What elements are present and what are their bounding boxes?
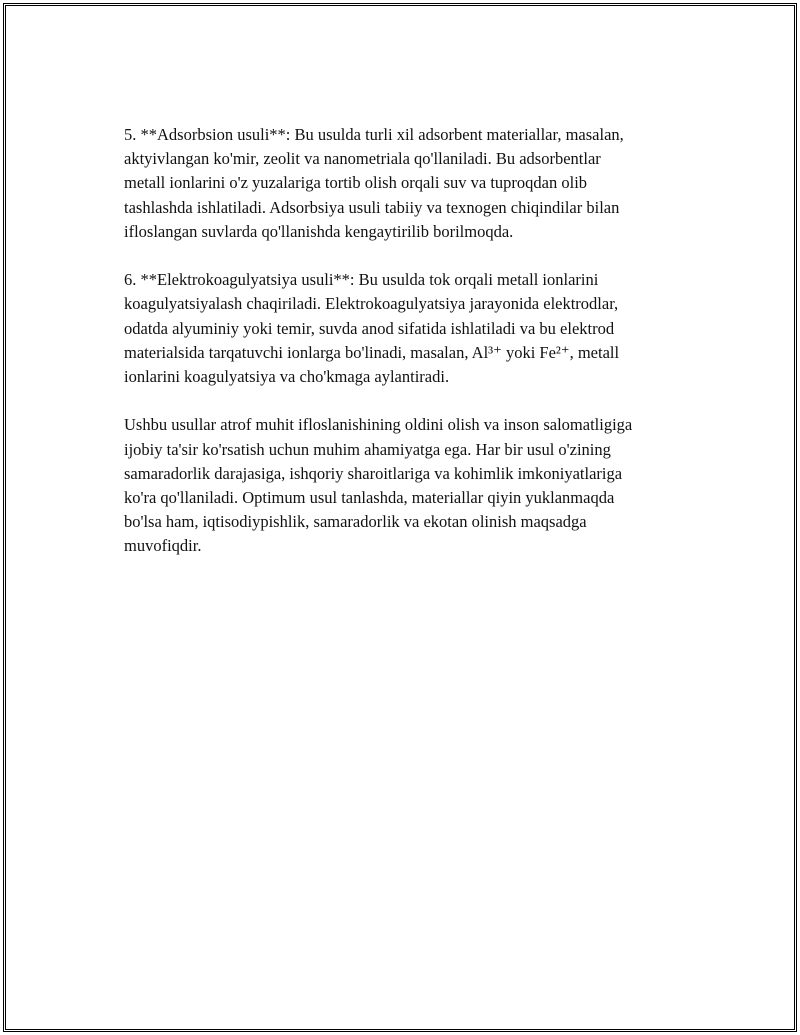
paragraph-elektrokoagulyatsiya xyxy=(124,268,704,389)
text-line: aktyivlangan ko'mir, zeolit va nanometriala qo'llaniladi. Bu adsorbentlar xyxy=(124,149,601,169)
document-body xyxy=(124,123,704,583)
text-line: ifloslangan suvlarda qo'llanishda kengaytirilib borilmoqda. xyxy=(124,221,514,241)
text-line: bo'lsa ham, iqtisodiypishlik, samaradorlik va ekotan olinish maqsadga xyxy=(124,512,587,532)
text-line: samaradorlik darajasiga, ishqoriy sharoitlariga va kohimlik imkoniyatlariga xyxy=(124,463,623,483)
text-line: muvofiqdir. xyxy=(124,536,202,556)
text-line: 5. **Adsorbsion usuli**: Bu usulda turli xil adsorbent materiallar, masalan, xyxy=(124,125,624,144)
text-line: ko'ra qo'llaniladi. Optimum usul tanlashda, materiallar qiyin yuklanmaqda xyxy=(124,488,615,508)
paragraph-adsorbsion xyxy=(124,123,704,244)
text-line: materialsida tarqatuvchi ionlarga bo'linadi, masalan, Al³⁺ yoki Fe²⁺, metall xyxy=(124,342,620,362)
text-line: tashlashda ishlatiladi. Adsorbsiya usuli tabiiy va texnogen chiqindilar bilan xyxy=(124,197,620,217)
text-line: ionlarini koagulyatsiya va cho'kmaga aylantiradi. xyxy=(124,367,450,387)
text-line: metall ionlarini o'z yuzalariga tortib olish orqali suv va tuproqdan olib xyxy=(124,173,588,193)
text-line: ijobiy ta'sir ko'rsatish uchun muhim ahamiyatga ega. Har bir usul o'zining xyxy=(124,439,611,459)
paragraph-conclusion xyxy=(124,413,704,558)
text-line: 6. **Elektrokoagulyatsiya usuli**: Bu usulda tok orqali metall ionlarini xyxy=(124,270,599,290)
text-line: koagulyatsiyalash chaqiriladi. Elektrokoagulyatsiya jarayonida elektrodlar, xyxy=(124,294,619,314)
page-border xyxy=(3,3,797,1032)
text-line: odatda alyuminiy yoki temir, suvda anod sifatida ishlatiladi va bu elektrod xyxy=(124,318,615,338)
text-line: Ushbu usullar atrof muhit ifloslanishining oldini olish va inson salomatligiga xyxy=(124,415,633,435)
